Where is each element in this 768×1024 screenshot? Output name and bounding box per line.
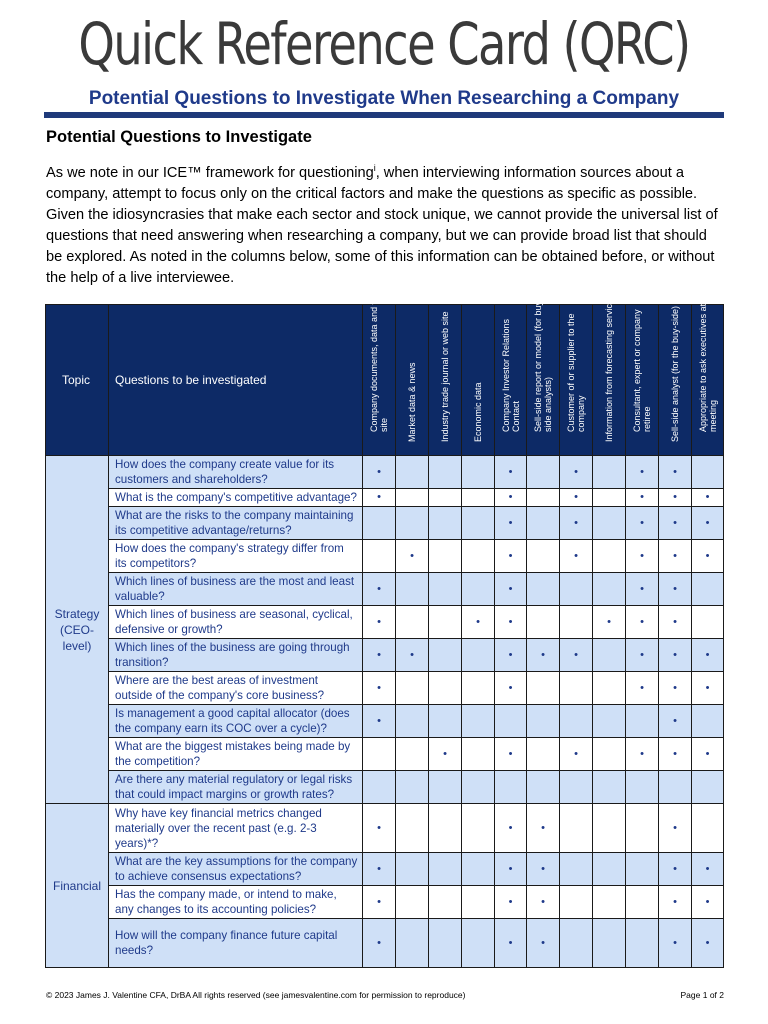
check-dot-cell: • [692, 540, 724, 573]
table-row [46, 489, 724, 507]
check-dot-cell: • [659, 853, 692, 886]
empty-cell [593, 771, 626, 804]
empty-cell [429, 853, 462, 886]
table-row [46, 886, 724, 919]
check-dot-cell: • [363, 919, 396, 968]
check-dot-cell: • [495, 573, 527, 606]
empty-cell [429, 672, 462, 705]
empty-cell [560, 804, 593, 853]
questions-column-header: Questions to be investigated [109, 305, 363, 456]
table-row [46, 540, 724, 573]
empty-cell [527, 771, 560, 804]
empty-cell [692, 705, 724, 738]
empty-cell [692, 771, 724, 804]
check-dot-cell: • [560, 540, 593, 573]
question-cell: Which lines of business are seasonal, cyclical, defensive or growth? [109, 606, 363, 639]
check-dot-cell: • [593, 606, 626, 639]
check-dot-cell: • [626, 639, 659, 672]
source-column-header [560, 305, 593, 456]
check-dot-cell: • [692, 886, 724, 919]
check-dot-cell: • [659, 507, 692, 540]
source-column-header [527, 297, 560, 456]
check-dot-cell: • [363, 672, 396, 705]
empty-cell [462, 456, 495, 489]
empty-cell [692, 573, 724, 606]
empty-cell [659, 771, 692, 804]
empty-cell [593, 705, 626, 738]
check-dot-cell: • [527, 919, 560, 968]
source-column-header [396, 305, 429, 456]
check-dot-cell: • [659, 540, 692, 573]
question-cell: What are the risks to the company maintaining its competitive advantage/returns? [109, 507, 363, 540]
check-dot-cell: • [626, 672, 659, 705]
check-dot-cell: • [692, 507, 724, 540]
empty-cell [396, 573, 429, 606]
empty-cell [560, 919, 593, 968]
empty-cell [692, 456, 724, 489]
check-dot-cell: • [363, 606, 396, 639]
source-column-label: Sell-side analyst (for the buy-side) [670, 305, 680, 442]
source-column-label: Consultant, expert or company retiree [632, 309, 652, 432]
empty-cell [429, 507, 462, 540]
check-dot-cell: • [659, 606, 692, 639]
check-dot-cell: • [462, 606, 495, 639]
check-dot-cell: • [363, 639, 396, 672]
empty-cell [396, 705, 429, 738]
check-dot-cell: • [495, 489, 527, 507]
empty-cell [593, 540, 626, 573]
empty-cell [396, 738, 429, 771]
question-cell: How does the company's strategy differ from its competitors? [109, 540, 363, 573]
empty-cell [462, 886, 495, 919]
empty-cell [593, 804, 626, 853]
check-dot-cell: • [626, 573, 659, 606]
source-column-header [363, 287, 396, 456]
empty-cell [527, 573, 560, 606]
check-dot-cell: • [495, 853, 527, 886]
empty-cell [560, 672, 593, 705]
card-subtitle: Potential Questions to Investigate When Researching a Company [88, 88, 680, 109]
table-row [46, 507, 724, 540]
empty-cell [626, 919, 659, 968]
check-dot-cell: • [363, 853, 396, 886]
check-dot-cell: • [659, 705, 692, 738]
source-column-header [429, 305, 462, 456]
empty-cell [593, 639, 626, 672]
source-column-label: Company documents, data and web site [369, 287, 389, 432]
check-dot-cell: • [626, 489, 659, 507]
check-dot-cell: • [659, 804, 692, 853]
empty-cell [396, 507, 429, 540]
topic-cell: Financial [46, 804, 109, 968]
source-column-header [495, 305, 527, 456]
table-row [46, 639, 724, 672]
empty-cell [429, 456, 462, 489]
table-row [46, 738, 724, 771]
empty-cell [593, 573, 626, 606]
check-dot-cell: • [363, 886, 396, 919]
check-dot-cell: • [659, 672, 692, 705]
empty-cell [462, 738, 495, 771]
empty-cell [593, 853, 626, 886]
source-column-header [593, 298, 626, 456]
empty-cell [462, 507, 495, 540]
check-dot-cell: • [659, 456, 692, 489]
question-cell: Why have key financial metrics changed materially over the recent past (e.g. 2-3 years)*? [109, 804, 363, 853]
source-column-label: Industry trade journal or web site [440, 311, 450, 442]
empty-cell [593, 456, 626, 489]
check-dot-cell: • [626, 540, 659, 573]
empty-cell [626, 804, 659, 853]
question-cell: Has the company made, or intend to make, any changes to its accounting policies? [109, 886, 363, 919]
topic-column-header: Topic [46, 305, 109, 456]
empty-cell [462, 804, 495, 853]
page-number: Page 1 of 2 [680, 990, 724, 1000]
empty-cell [462, 672, 495, 705]
check-dot-cell: • [396, 639, 429, 672]
empty-cell [396, 456, 429, 489]
check-dot-cell: • [429, 738, 462, 771]
empty-cell [593, 507, 626, 540]
check-dot-cell: • [560, 738, 593, 771]
empty-cell [462, 771, 495, 804]
check-dot-cell: • [495, 540, 527, 573]
check-dot-cell: • [560, 489, 593, 507]
intro-text-rest: , when interviewing information sources about a company, attempt to focus only on the critical factors and make the questions as specific as possible. Given the idiosyncrasies that make each sector and stock unique, we cannot provide the universal list of questions that need answering when researching a company, but we can provide broad list that should be explored. As noted in the columns below, some of this information can be obtained before, or without the help of a live interviewee. [46, 164, 718, 286]
check-dot-cell: • [659, 489, 692, 507]
empty-cell [692, 804, 724, 853]
empty-cell [396, 606, 429, 639]
table-row [46, 804, 724, 853]
check-dot-cell: • [692, 853, 724, 886]
source-column-label: Information from forecasting service [604, 298, 614, 442]
empty-cell [626, 705, 659, 738]
empty-cell [462, 489, 495, 507]
intro-paragraph [46, 158, 722, 289]
empty-cell [396, 804, 429, 853]
empty-cell [692, 606, 724, 639]
check-dot-cell: • [659, 738, 692, 771]
question-cell: Which lines of the business are going through transition? [109, 639, 363, 672]
empty-cell [363, 507, 396, 540]
title-divider [44, 112, 724, 118]
empty-cell [626, 853, 659, 886]
copyright-notice: © 2023 James J. Valentine CFA, DrBA All rights reserved (see jamesvalentine.com for permission to reproduce) [46, 990, 466, 1000]
questions-table [45, 287, 724, 968]
check-dot-cell: • [659, 886, 692, 919]
check-dot-cell: • [626, 738, 659, 771]
empty-cell [593, 886, 626, 919]
empty-cell [593, 738, 626, 771]
check-dot-cell: • [626, 456, 659, 489]
check-dot-cell: • [363, 489, 396, 507]
empty-cell [527, 540, 560, 573]
table-row [46, 771, 724, 804]
check-dot-cell: • [692, 639, 724, 672]
empty-cell [560, 853, 593, 886]
check-dot-cell: • [495, 606, 527, 639]
empty-cell [495, 705, 527, 738]
check-dot-cell: • [495, 804, 527, 853]
check-dot-cell: • [363, 456, 396, 489]
empty-cell [560, 606, 593, 639]
question-cell: What are the key assumptions for the company to achieve consensus expectations? [109, 853, 363, 886]
question-cell: What are the biggest mistakes being made by the competition? [109, 738, 363, 771]
footnote-marker: i [373, 163, 376, 173]
check-dot-cell: • [495, 919, 527, 968]
table-row [46, 705, 724, 738]
empty-cell [429, 639, 462, 672]
check-dot-cell: • [626, 507, 659, 540]
source-column-header [659, 305, 692, 456]
empty-cell [462, 919, 495, 968]
empty-cell [593, 919, 626, 968]
empty-cell [527, 672, 560, 705]
empty-cell [462, 540, 495, 573]
table-header-row [46, 305, 724, 456]
empty-cell [527, 489, 560, 507]
check-dot-cell: • [560, 456, 593, 489]
empty-cell [429, 804, 462, 853]
source-column-label: Appropriate to ask executives at meeting [697, 303, 718, 432]
empty-cell [363, 738, 396, 771]
check-dot-cell: • [495, 456, 527, 489]
empty-cell [363, 540, 396, 573]
empty-cell [560, 573, 593, 606]
empty-cell [527, 507, 560, 540]
question-cell: Which lines of business are the most and least valuable? [109, 573, 363, 606]
empty-cell [363, 771, 396, 804]
empty-cell [396, 919, 429, 968]
check-dot-cell: • [692, 919, 724, 968]
check-dot-cell: • [692, 489, 724, 507]
question-cell: How will the company finance future capital needs? [109, 919, 363, 968]
source-column-label: Sell-side report or model (for buy-side analysts) [533, 297, 553, 432]
empty-cell [396, 771, 429, 804]
question-cell: What is the company's competitive advantage? [109, 489, 363, 507]
check-dot-cell: • [495, 507, 527, 540]
question-cell: How does the company create value for its customers and shareholders? [109, 456, 363, 489]
card-title: Quick Reference Card (QRC) [78, 10, 690, 78]
empty-cell [396, 489, 429, 507]
question-cell: Are there any material regulatory or legal risks that could impact margins or growth rates? [109, 771, 363, 804]
table-row [46, 456, 724, 489]
table-row [46, 672, 724, 705]
empty-cell [429, 489, 462, 507]
empty-cell [527, 606, 560, 639]
question-cell: Is management a good capital allocator (does the company earn its COC over a cycle)? [109, 705, 363, 738]
check-dot-cell: • [659, 639, 692, 672]
empty-cell [462, 705, 495, 738]
empty-cell [560, 705, 593, 738]
check-dot-cell: • [363, 573, 396, 606]
check-dot-cell: • [527, 853, 560, 886]
table-row [46, 606, 724, 639]
table-row [46, 853, 724, 886]
source-column-label: Economic data [473, 382, 483, 442]
table-row [46, 573, 724, 606]
check-dot-cell: • [659, 919, 692, 968]
empty-cell [429, 919, 462, 968]
section-heading: Potential Questions to Investigate [46, 128, 312, 146]
empty-cell [527, 456, 560, 489]
check-dot-cell: • [692, 738, 724, 771]
empty-cell [429, 606, 462, 639]
intro-text-start: As we note in our ICE™ framework for questioning [46, 164, 374, 181]
topic-cell: Strategy (CEO-level) [46, 456, 109, 804]
question-cell: Where are the best areas of investment outside of the company's core business? [109, 672, 363, 705]
check-dot-cell: • [495, 886, 527, 919]
check-dot-cell: • [363, 804, 396, 853]
check-dot-cell: • [560, 507, 593, 540]
empty-cell [495, 771, 527, 804]
empty-cell [429, 886, 462, 919]
check-dot-cell: • [560, 639, 593, 672]
source-column-header [626, 305, 659, 456]
empty-cell [527, 705, 560, 738]
check-dot-cell: • [626, 606, 659, 639]
empty-cell [462, 853, 495, 886]
source-column-header [462, 305, 495, 456]
empty-cell [396, 672, 429, 705]
check-dot-cell: • [527, 639, 560, 672]
empty-cell [396, 853, 429, 886]
check-dot-cell: • [495, 672, 527, 705]
empty-cell [462, 573, 495, 606]
check-dot-cell: • [396, 540, 429, 573]
empty-cell [429, 540, 462, 573]
empty-cell [527, 738, 560, 771]
empty-cell [396, 886, 429, 919]
check-dot-cell: • [659, 573, 692, 606]
empty-cell [429, 705, 462, 738]
source-column-label: Company Investor Relations Contact [500, 318, 521, 432]
empty-cell [626, 771, 659, 804]
source-column-header [692, 305, 724, 456]
empty-cell [593, 489, 626, 507]
check-dot-cell: • [527, 804, 560, 853]
empty-cell [626, 886, 659, 919]
check-dot-cell: • [692, 672, 724, 705]
check-dot-cell: • [363, 705, 396, 738]
empty-cell [560, 886, 593, 919]
empty-cell [593, 672, 626, 705]
empty-cell [429, 573, 462, 606]
source-column-label: Customer of or supplier to the company [566, 313, 586, 432]
table-row [46, 919, 724, 968]
check-dot-cell: • [495, 738, 527, 771]
check-dot-cell: • [527, 886, 560, 919]
source-column-label: Market data & news [407, 362, 417, 442]
empty-cell [429, 771, 462, 804]
empty-cell [560, 771, 593, 804]
table-body [46, 456, 724, 968]
check-dot-cell: • [495, 639, 527, 672]
empty-cell [462, 639, 495, 672]
